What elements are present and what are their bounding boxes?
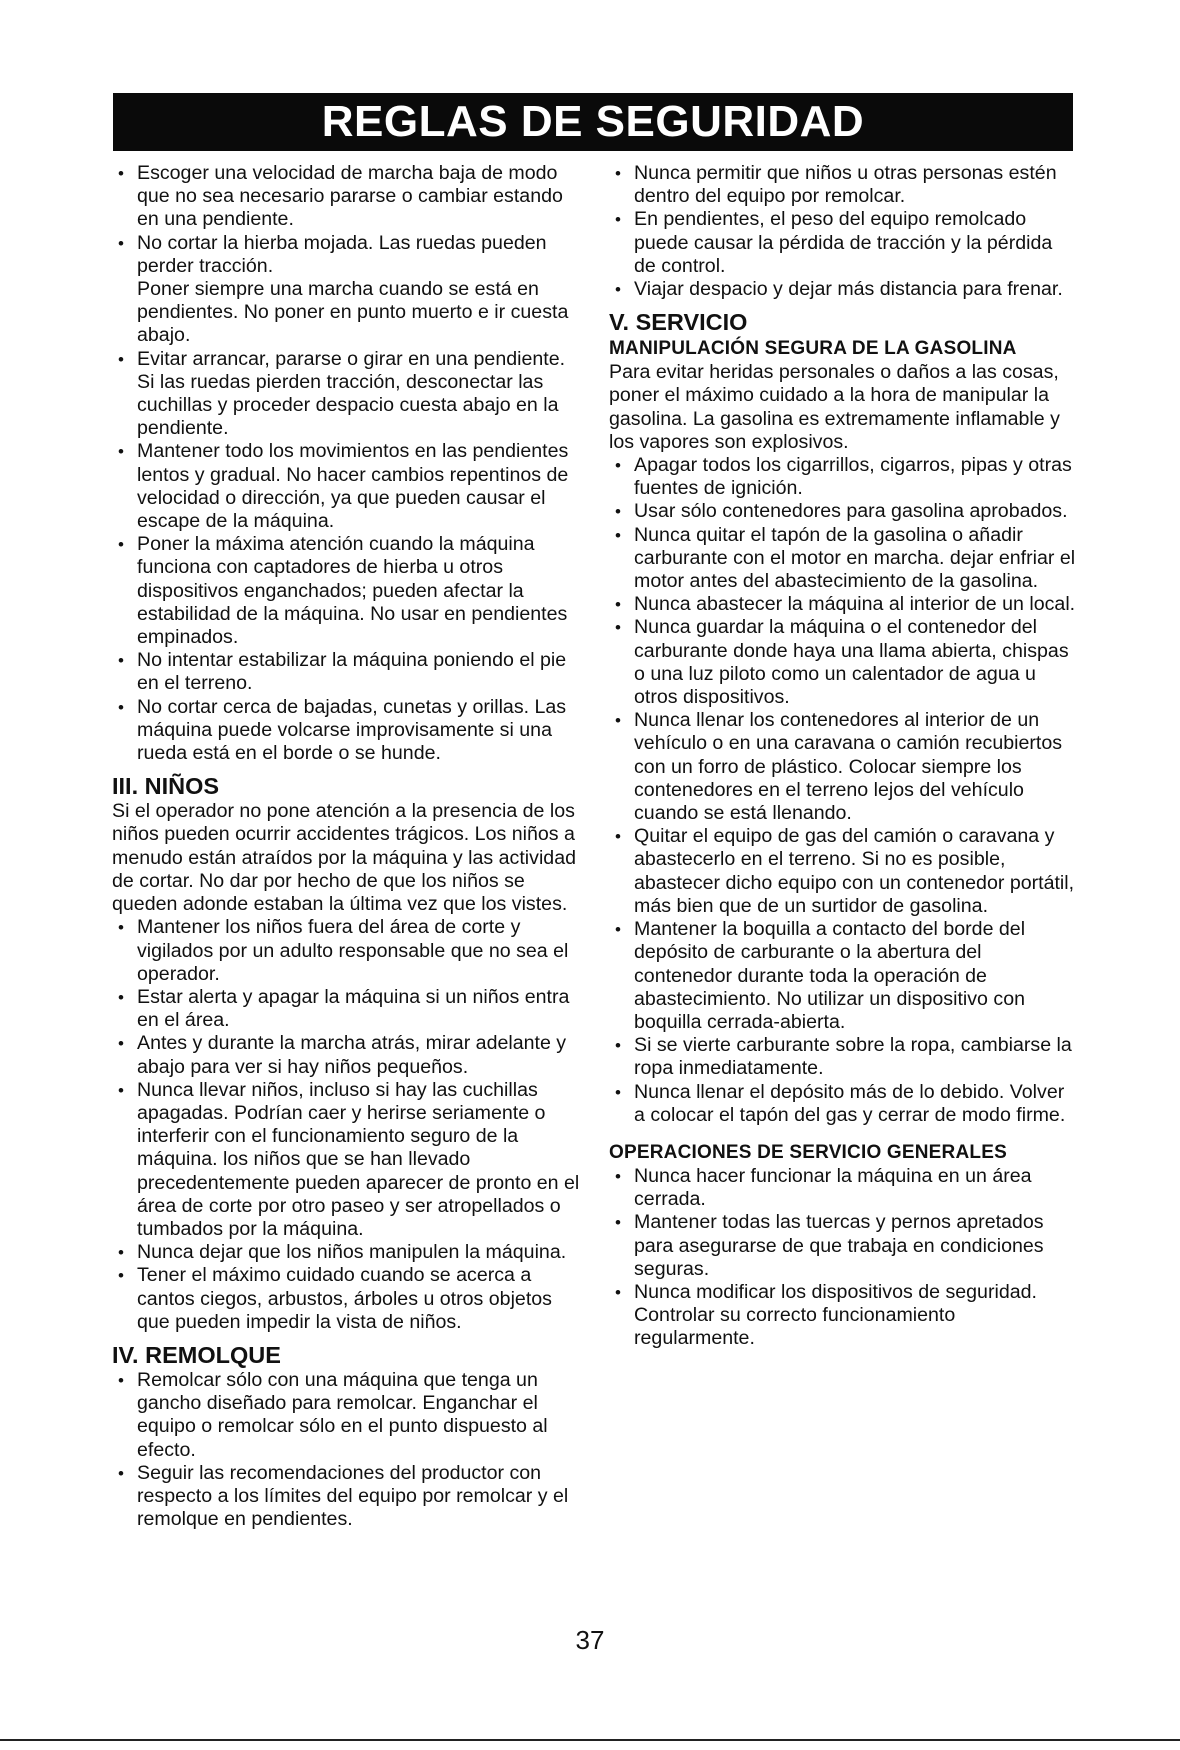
list-item: • En pendientes, el peso del equipo remolcado puede causar la pérdida de tracción y la pérdida de control.: [609, 208, 1079, 278]
list-item: • Nunca quitar el tapón de la gasolina o añadir carburante con el motor en marcha. dejar enfriar el motor antes del abastecimiento de la gasolina.: [609, 524, 1079, 594]
list-item: • No cortar cerca de bajadas, cunetas y orillas. Las máquina puede volcarse improvisamente si una rueda está en el borde o se hunde.: [112, 696, 582, 766]
list-item: • Nunca dejar que los niños manipulen la máquina.: [112, 1241, 582, 1264]
page-title: REGLAS DE SEGURIDAD: [321, 97, 865, 146]
list-item: • Nunca abastecer la máquina al interior de un local.: [609, 593, 1079, 616]
list-item: • Estar alerta y apagar la máquina si un niños entra en el área.: [112, 986, 582, 1032]
list-item: • No intentar estabilizar la máquina poniendo el pie en el terreno.: [112, 649, 582, 695]
list-item: • Nunca llenar el depósito más de lo debido. Volver a colocar el tapón del gas y cerrar de modo firme.: [609, 1081, 1079, 1127]
section-heading-remolque: IV. REMOLQUE: [112, 1341, 281, 1368]
list-item: • Nunca llenar los contenedores al interior de un vehículo o en una caravana o camión recubiertos con un forro de plástico. Colocar siempre los contenedores en el terreno lejos del vehículo cuando se está llenando.: [609, 709, 1079, 825]
list-item: • Viajar despacio y dejar más distancia para frenar.: [609, 278, 1079, 301]
list-item: • Escoger una velocidad de marcha baja de modo que no sea necesario pararse o cambiar estando en una pendiente.: [112, 162, 582, 232]
list-item: • Mantener todo los movimientos en las pendientes lentos y gradual. No hacer cambios repentinos de velocidad o dirección, ya que pueden causar el escape de la máquina.: [112, 440, 582, 533]
bullet-list-generales: [609, 1165, 1079, 1351]
page-title-banner: [113, 93, 1073, 151]
bullet-list-slopes-a: [112, 162, 582, 278]
bottom-rule: [0, 1739, 1180, 1741]
subsection-heading-gasolina: MANIPULACIÓN SEGURA DE LA GASOLINA: [609, 338, 1017, 360]
list-item: • Nunca hacer funcionar la máquina en un área cerrada.: [609, 1165, 1079, 1211]
section-heading-ninos: III. NIÑOS: [112, 773, 220, 800]
bullet-list-remolque-cont: [609, 162, 1079, 301]
bullet-list-gasolina: [609, 454, 1079, 1127]
list-item: • Evitar arrancar, pararse o girar en una pendiente. Si las ruedas pierden tracción, desconectar las cuchillas y proceder despacio cuesta abajo en la pendiente.: [112, 348, 582, 441]
list-item: • Tener el máximo cuidado cuando se acerca a cantos ciegos, arbustos, árboles u otros objetos que pueden impedir la vista de niños.: [112, 1264, 582, 1334]
page-number: 37: [575, 1625, 605, 1655]
list-item: • Mantener los niños fuera del área de corte y vigilados por un adulto responsable que no sea el operador.: [112, 916, 582, 986]
list-item: • Quitar el equipo de gas del camión o caravana y abastecerlo en el terreno. Si no es posible, abastecer dicho equipo con un contenedor portátil, más bien que de un surtidor de gasolina.: [609, 825, 1079, 918]
list-item: • Antes y durante la marcha atrás, mirar adelante y abajo para ver si hay niños pequeños.: [112, 1032, 582, 1078]
subsection-intro-gasolina: Para evitar heridas personales o daños a las cosas, poner el máximo cuidado a la hora de manipular la gasolina. La gasolina es extremamente inflamable y los vapores son explosivos.: [609, 361, 1060, 453]
section-intro-ninos: Si el operador no pone atención a la presencia de los niños pueden ocurrir accidentes trágicos. Los niños a menudo están atraídos por la máquina y las actividad de cortar. No dar por hecho de que los niños se queden adonde estaban la última vez que los vistes.: [112, 800, 576, 916]
bullet-list-ninos: [112, 916, 582, 1334]
list-item: • Mantener todas las tuercas y pernos apretados para asegurarse de que trabaja en condiciones seguras.: [609, 1211, 1079, 1281]
right-column: [609, 162, 1079, 1351]
list-item: • Apagar todos los cigarrillos, cigarros, pipas y otras fuentes de ignición.: [609, 454, 1079, 500]
list-item: • Si se vierte carburante sobre la ropa, cambiarse la ropa inmediatamente.: [609, 1034, 1079, 1080]
list-item: • Remolcar sólo con una máquina que tenga un gancho diseñado para remolcar. Enganchar el equipo o remolcar sólo en el punto dispuesto al efecto.: [112, 1369, 582, 1462]
left-column: [112, 162, 582, 1531]
list-item: • Nunca permitir que niños u otras personas estén dentro del equipo por remolcar.: [609, 162, 1079, 208]
list-item: • Poner la máxima atención cuando la máquina funciona con captadores de hierba u otros dispositivos enganchados; pueden afectar la estabilidad de la máquina. No usar en pendientes empinados.: [112, 533, 582, 649]
list-item: • Usar sólo contenedores para gasolina aprobados.: [609, 500, 1079, 523]
bullet-list-slopes-b: [112, 348, 582, 766]
list-item: • Nunca guardar la máquina o el contenedor del carburante donde haya una llama abierta, chispas o una luz piloto como un calentador de agua u otros dispositivos.: [609, 616, 1079, 709]
subsection-heading-generales: OPERACIONES DE SERVICIO GENERALES: [609, 1141, 1007, 1163]
list-item: • Seguir las recomendaciones del productor con respecto a los límites del equipo por remolcar y el remolque en pendientes.: [112, 1462, 582, 1532]
list-item: • No cortar la hierba mojada. Las ruedas pueden perder tracción.: [112, 232, 582, 278]
section-heading-servicio: V. SERVICIO: [609, 309, 748, 336]
bullet-list-remolque: [112, 1369, 582, 1531]
list-item: • Nunca modificar los dispositivos de seguridad. Controlar su correcto funcionamiento regularmente.: [609, 1281, 1079, 1351]
list-item: • Mantener la boquilla a contacto del borde del depósito de carburante o la abertura del contenedor durante toda la operación de abastecimiento. No utilizar un dispositivo con boquilla cerrada-abierta.: [609, 918, 1079, 1034]
continuation-paragraph: Poner siempre una marcha cuando se está en pendientes. No poner en punto muerto e ir cuesta abajo.: [137, 278, 569, 347]
list-item: • Nunca llevar niños, incluso si hay las cuchillas apagadas. Podrían caer y herirse seriamente o interferir con el funcionamiento seguro de la máquina. los niños que se han llevado precedentemente pueden aparecer de pronto en el área de corte por otro paseo y ser atropellados o tumbados por la máquina.: [112, 1079, 582, 1241]
